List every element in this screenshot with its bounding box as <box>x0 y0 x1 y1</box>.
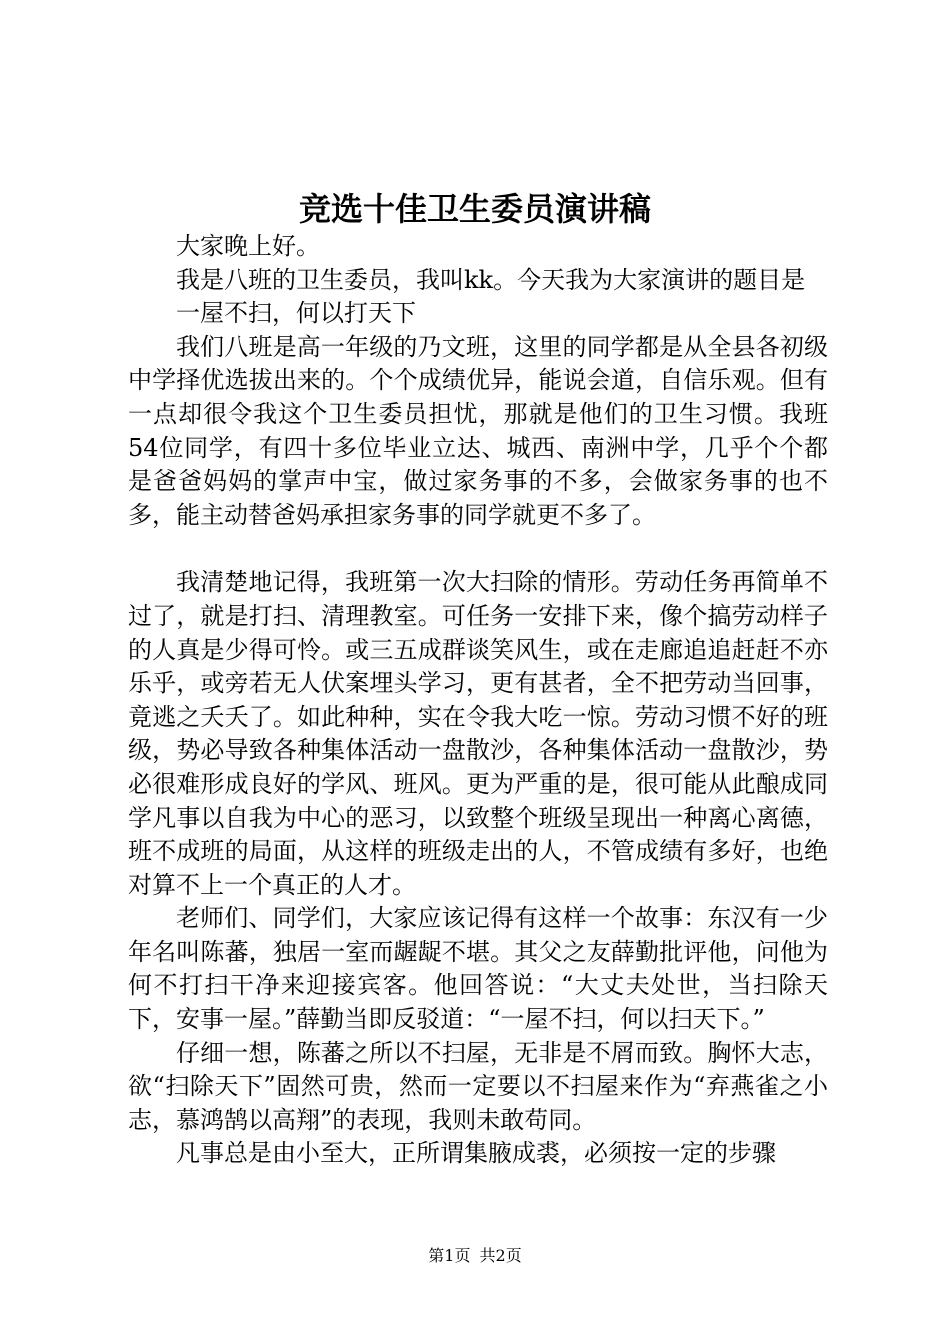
paragraph-reflection: 仔细一想，陈蕃之所以不扫屋，无非是不屑而致。胸怀大志，欲“扫除天下”固然可贵，然而一定要以不扫屋来作为“弃燕雀之小志，慕鸿鹄以高翔”的表现，我则未敢苟同。 <box>128 1038 828 1134</box>
paragraph-topic: 一屋不扫，何以打天下 <box>176 299 416 328</box>
document-title: 竞选十佳卫生委员演讲稿 <box>298 190 651 228</box>
paragraph-class-description: 我们八班是高一年级的乃文班，这里的同学都是从全县各初级中学择优选拔出来的。个个成绩优异，能说会道，自信乐观。但有一点却很令我这个卫生委员担忧，那就是他们的卫生习惯。我班54位同学，有四十多位毕业立达、城西、南洲中学，几乎个个都是爸爸妈妈的掌声中宝，做过家务事的不多，会做家务事的也不多，能主动替爸妈承担家务事的同学就更不多了。 <box>128 332 828 529</box>
page-number: 第1页 <box>428 1246 471 1265</box>
paragraph-cleaning-story: 我清楚地记得，我班第一次大扫除的情形。劳动任务再简单不过了，就是打扫、清理教室。可任务一安排下来，像个搞劳动样子的人真是少得可怜。或三五成群谈笑风生，或在走廊追追赶赶不亦乐乎，或旁若无人伏案埋头学习，更有甚者，全不把劳动当回事，竟逃之夭夭了。如此种种，实在令我大吃一惊。劳动习惯不好的班级，势必导致各种集体活动一盘散沙，各种集体活动一盘散沙，势必很难形成良好的学风、班风。更为严重的是，很可能从此酿成同学凡事以自我为中心的恶习，以致整个班级呈现出一种离心离德，班不成班的局面，从这样的班级走出的人，不管成绩有多好，也绝对算不上一个真正的人才。 <box>128 568 828 899</box>
paragraph-introduction: 我是八班的卫生委员，我叫kk。今天我为大家演讲的题目是 <box>176 265 806 294</box>
paragraph-continuation: 凡事总是由小至大，正所谓集腋成裘，必须按一定的步骤 <box>176 1139 776 1168</box>
paragraph-chenfan-story: 老师们、同学们，大家应该记得有这样一个故事：东汉有一少年名叫陈蕃，独居一室而龌龊不堪。其父之友薛勤批评他，问他为何不打扫干净来迎接宾客。他回答说：“大丈夫处世，当扫除天下，安事一屋。”薛勤当即反驳道：“一屋不扫，何以扫天下。” <box>128 904 828 1034</box>
page-total: 共2页 <box>479 1246 522 1265</box>
document-body <box>128 230 828 1171</box>
page-footer <box>0 1244 950 1268</box>
paragraph-greeting: 大家晚上好。 <box>176 232 320 260</box>
